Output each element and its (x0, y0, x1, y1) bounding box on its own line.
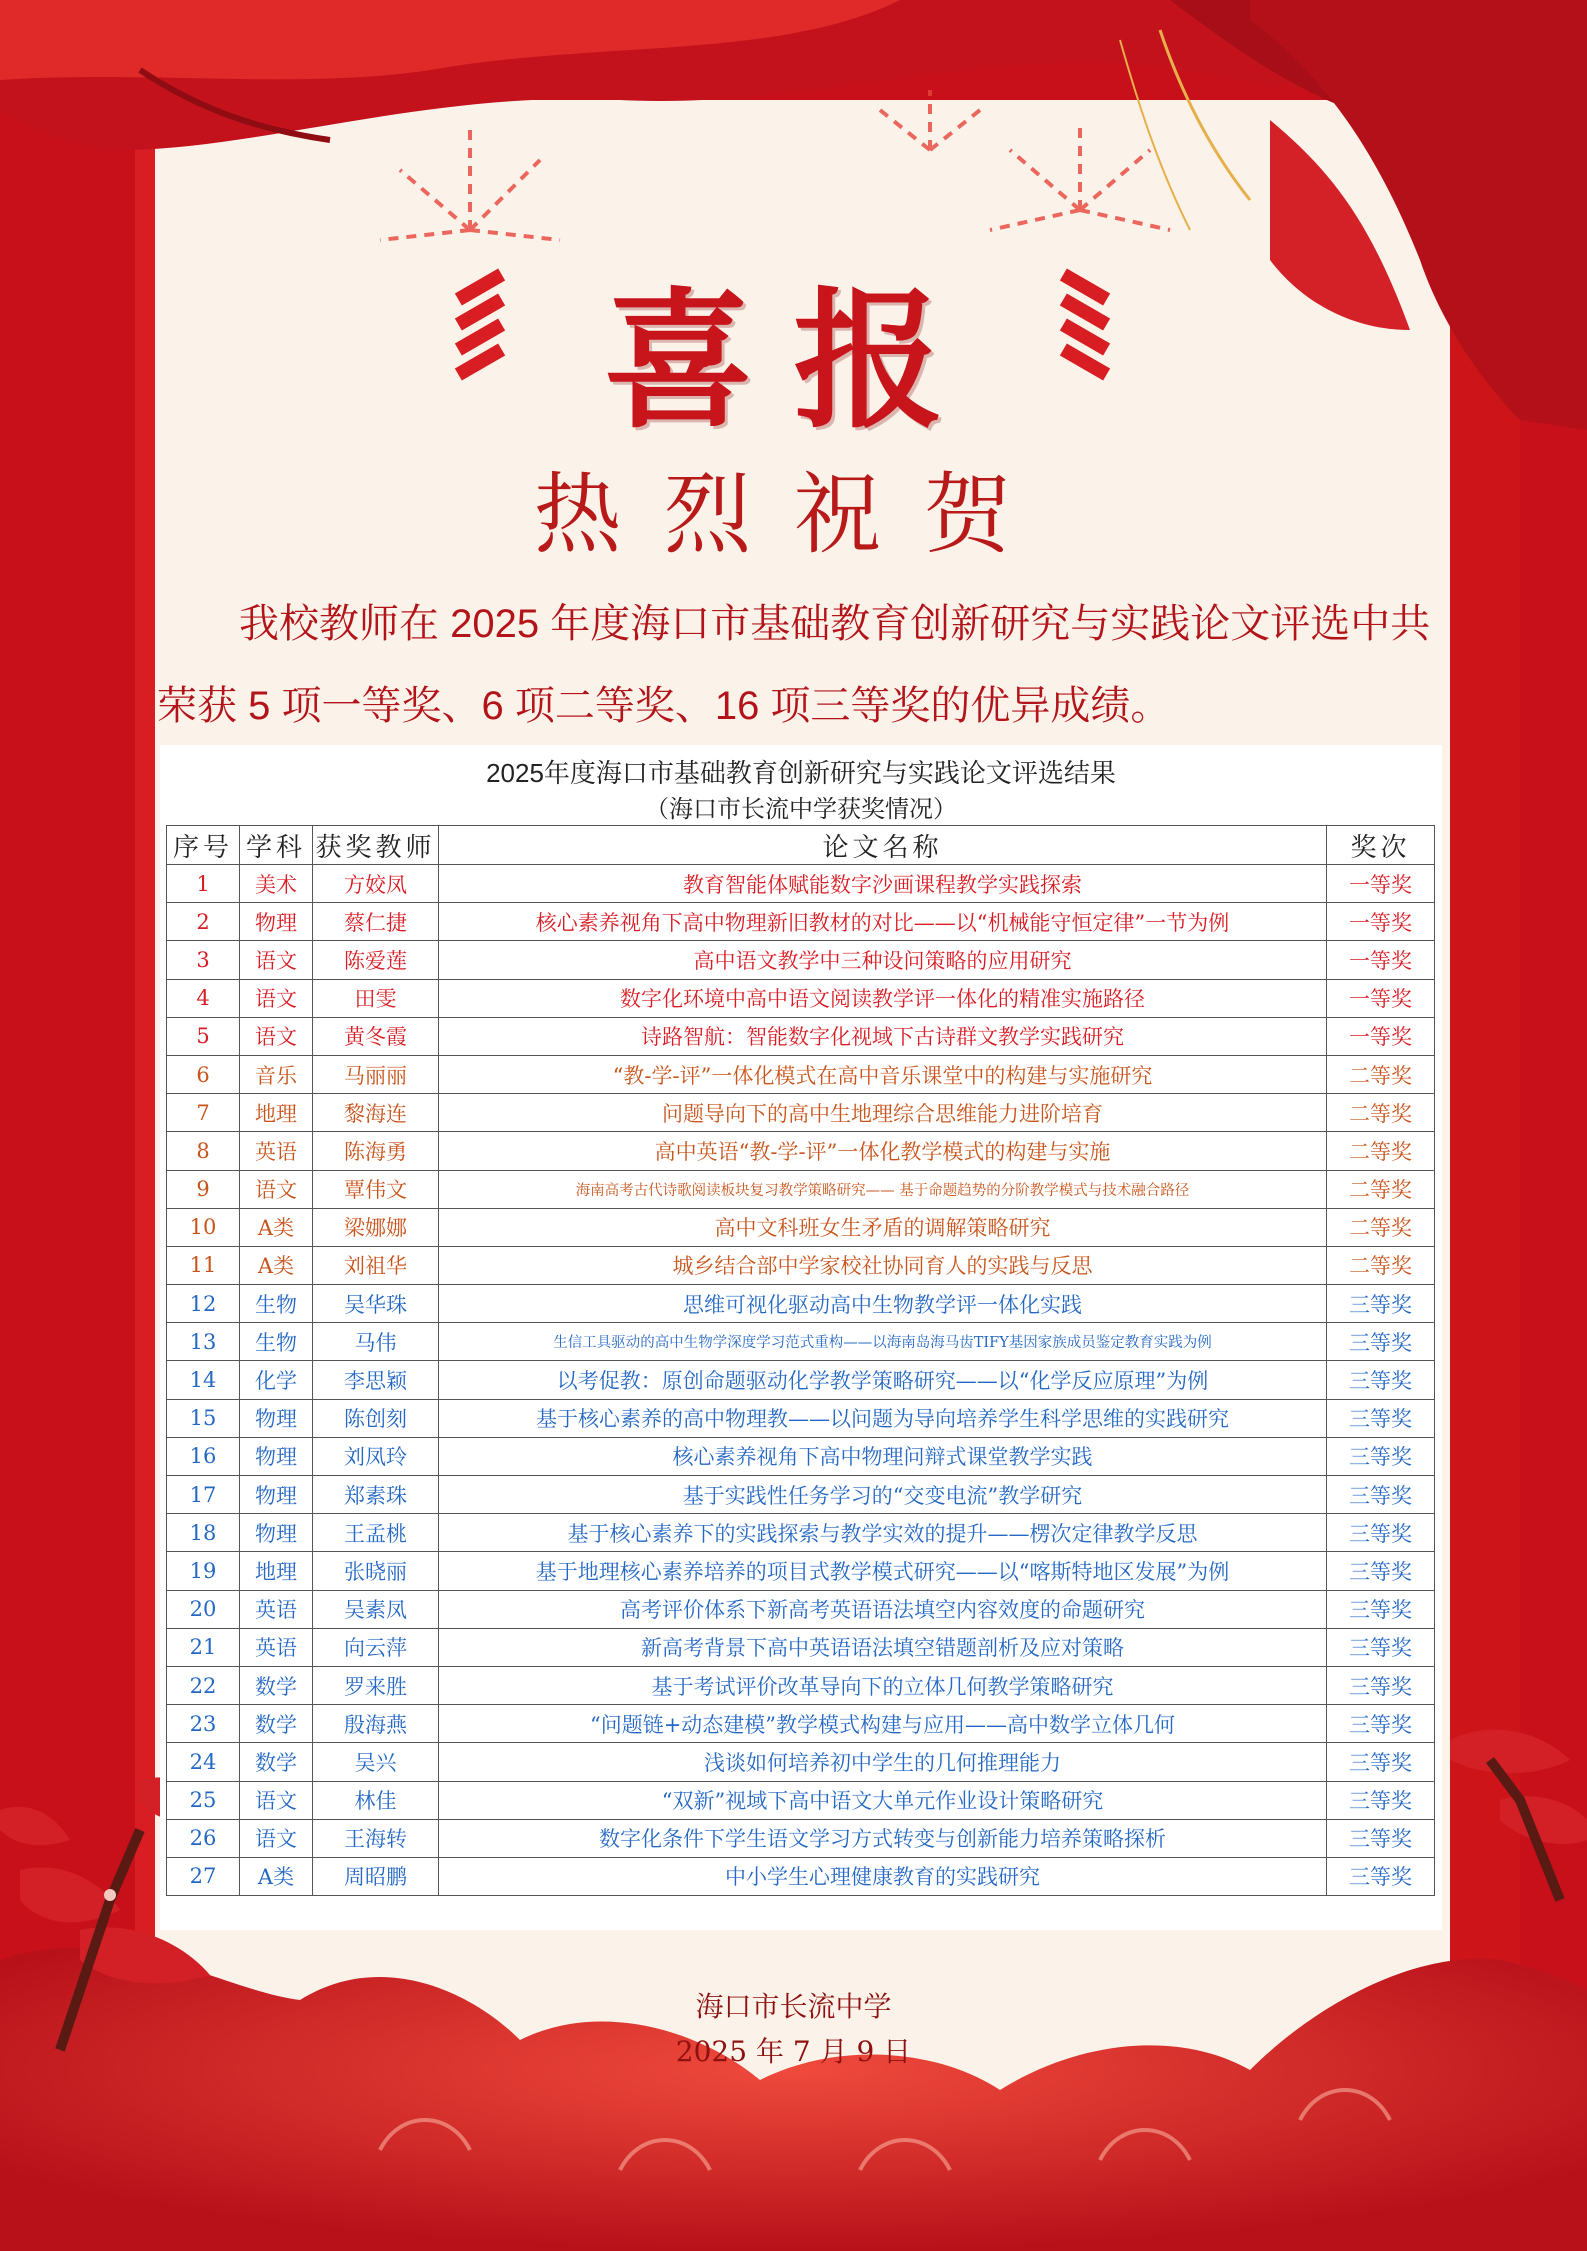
intro-line-1: 我校教师在 2025 年度海口市基础教育创新研究与实践论文评选中共 (239, 602, 1431, 646)
cell-subject: 数学 (240, 1743, 313, 1781)
cell-paper-title: 生信工具驱动的高中生物学深度学习范式重构——以海南岛海马齿TIFY基因家族成员鉴定教育实践为例 (439, 1323, 1327, 1361)
cell-award: 二等奖 (1327, 1055, 1435, 1093)
table-row (167, 1743, 1435, 1781)
cell-paper-title: 数字化条件下学生语文学习方式转变与创新能力培养策略探析 (439, 1819, 1327, 1857)
cell-no: 22 (167, 1666, 240, 1704)
cell-paper-title: 基于考试评价改革导向下的立体几何教学策略研究 (439, 1666, 1327, 1704)
cell-subject: 美术 (240, 865, 313, 903)
cell-award: 三等奖 (1327, 1514, 1435, 1552)
cell-teacher: 吴兴 (313, 1743, 439, 1781)
cell-paper-title: 高中语文教学中三种设问策略的应用研究 (439, 941, 1327, 979)
cell-paper-title: 浅谈如何培养初中学生的几何推理能力 (439, 1743, 1327, 1781)
cell-award: 三等奖 (1327, 1781, 1435, 1819)
cell-award: 三等奖 (1327, 1590, 1435, 1628)
cell-no: 5 (167, 1017, 240, 1055)
cell-paper-title: 高中文科班女生矛盾的调解策略研究 (439, 1208, 1327, 1246)
cell-no: 7 (167, 1094, 240, 1132)
cell-subject: A类 (240, 1246, 313, 1284)
cell-no: 19 (167, 1552, 240, 1590)
cell-award: 一等奖 (1327, 1017, 1435, 1055)
cell-no: 25 (167, 1781, 240, 1819)
cell-award: 一等奖 (1327, 903, 1435, 941)
cell-teacher: 张晓丽 (313, 1552, 439, 1590)
cell-paper-title: 中小学生心理健康教育的实践研究 (439, 1857, 1327, 1895)
cell-teacher: 林佳 (313, 1781, 439, 1819)
cell-subject: 物理 (240, 1437, 313, 1475)
cell-paper-title: 高考评价体系下新高考英语语法填空内容效度的命题研究 (439, 1590, 1327, 1628)
table-row (167, 979, 1435, 1017)
table-row (167, 1705, 1435, 1743)
cell-award: 二等奖 (1327, 1132, 1435, 1170)
cell-paper-title: “双新”视域下高中语文大单元作业设计策略研究 (439, 1781, 1327, 1819)
table-row (167, 1476, 1435, 1514)
cell-teacher: 马伟 (313, 1323, 439, 1361)
cell-subject: A类 (240, 1208, 313, 1246)
cell-award: 三等奖 (1327, 1666, 1435, 1704)
cell-award: 三等奖 (1327, 1323, 1435, 1361)
cell-no: 17 (167, 1476, 240, 1514)
header-teacher: 获奖教师 (313, 826, 439, 865)
table-row (167, 1552, 1435, 1590)
cell-no: 10 (167, 1208, 240, 1246)
cell-teacher: 田雯 (313, 979, 439, 1017)
cell-award: 三等奖 (1327, 1552, 1435, 1590)
table-row (167, 1323, 1435, 1361)
cell-award: 一等奖 (1327, 979, 1435, 1017)
cell-teacher: 马丽丽 (313, 1055, 439, 1093)
cell-teacher: 吴素凤 (313, 1590, 439, 1628)
cell-no: 12 (167, 1285, 240, 1323)
cell-teacher: 陈海勇 (313, 1132, 439, 1170)
table-row (167, 865, 1435, 903)
cell-subject: 物理 (240, 903, 313, 941)
header-no: 序号 (167, 826, 240, 865)
cell-no: 27 (167, 1857, 240, 1895)
cell-award: 一等奖 (1327, 865, 1435, 903)
cell-award: 二等奖 (1327, 1246, 1435, 1284)
cell-paper-title: 基于地理核心素养培养的项目式教学模式研究——以“喀斯特地区发展”为例 (439, 1552, 1327, 1590)
table-body (167, 865, 1435, 1896)
cell-award: 三等奖 (1327, 1628, 1435, 1666)
poster-subtitle: 热烈祝贺 (533, 463, 1054, 566)
cell-teacher: 方姣凤 (313, 865, 439, 903)
cell-paper-title: 核心素养视角下高中物理问辩式课堂教学实践 (439, 1437, 1327, 1475)
cell-no: 8 (167, 1132, 240, 1170)
cell-teacher: 吴华珠 (313, 1285, 439, 1323)
cell-subject: 语文 (240, 1170, 313, 1208)
cell-paper-title: 数字化环境中高中语文阅读教学评一体化的精准实施路径 (439, 979, 1327, 1017)
cell-award: 三等奖 (1327, 1476, 1435, 1514)
cell-paper-title: 以考促教：原创命题驱动化学教学策略研究——以“化学反应原理”为例 (439, 1361, 1327, 1399)
table-row (167, 1514, 1435, 1552)
table-row (167, 941, 1435, 979)
table-row (167, 1437, 1435, 1475)
cell-teacher: 梁娜娜 (313, 1208, 439, 1246)
table-row (167, 1055, 1435, 1093)
table-row (167, 1285, 1435, 1323)
cell-paper-title: 高中英语“教-学-评”一体化教学模式的构建与实施 (439, 1132, 1327, 1170)
table-row (167, 1819, 1435, 1857)
poster-title: 喜报 (603, 273, 984, 449)
header-subject: 学科 (240, 826, 313, 865)
footer-date: 2025 年 7 月 9 日 (675, 2035, 912, 2068)
cell-paper-title: 核心素养视角下高中物理新旧教材的对比——以“机械能守恒定律”一节为例 (439, 903, 1327, 941)
cell-subject: 物理 (240, 1399, 313, 1437)
cell-subject: 语文 (240, 1819, 313, 1857)
cell-award: 一等奖 (1327, 941, 1435, 979)
cell-award: 二等奖 (1327, 1170, 1435, 1208)
cell-subject: 生物 (240, 1323, 313, 1361)
cell-subject: 生物 (240, 1285, 313, 1323)
cell-paper-title: 教育智能体赋能数字沙画课程教学实践探索 (439, 865, 1327, 903)
cell-award: 三等奖 (1327, 1399, 1435, 1437)
cell-no: 24 (167, 1743, 240, 1781)
intro-line-2: 荣获 5 项一等奖、6 项二等奖、16 项三等奖的优异成绩。 (157, 684, 1171, 728)
cell-paper-title: 思维可视化驱动高中生物教学评一体化实践 (439, 1285, 1327, 1323)
results-table (166, 825, 1435, 1896)
cell-no: 2 (167, 903, 240, 941)
cell-no: 13 (167, 1323, 240, 1361)
cell-paper-title: “教-学-评”一体化模式在高中音乐课堂中的构建与实施研究 (439, 1055, 1327, 1093)
cell-no: 14 (167, 1361, 240, 1399)
cell-award: 三等奖 (1327, 1361, 1435, 1399)
table-row (167, 903, 1435, 941)
table-row (167, 1017, 1435, 1055)
cell-award: 三等奖 (1327, 1705, 1435, 1743)
cell-subject: 音乐 (240, 1055, 313, 1093)
table-row (167, 1132, 1435, 1170)
cell-teacher: 刘凤玲 (313, 1437, 439, 1475)
cell-subject: 数学 (240, 1666, 313, 1704)
cell-teacher: 黎海连 (313, 1094, 439, 1132)
cell-teacher: 殷海燕 (313, 1705, 439, 1743)
header-paper-title: 论文名称 (439, 826, 1327, 865)
cell-subject: 物理 (240, 1476, 313, 1514)
table-row (167, 1361, 1435, 1399)
table-row (167, 1399, 1435, 1437)
cell-subject: 语文 (240, 941, 313, 979)
cell-subject: 化学 (240, 1361, 313, 1399)
table-row (167, 1208, 1435, 1246)
cell-subject: 语文 (240, 979, 313, 1017)
cell-no: 23 (167, 1705, 240, 1743)
cell-subject: 英语 (240, 1132, 313, 1170)
table-row (167, 1170, 1435, 1208)
cell-award: 三等奖 (1327, 1743, 1435, 1781)
header-award: 奖次 (1327, 826, 1435, 865)
cell-no: 15 (167, 1399, 240, 1437)
cell-paper-title: 新高考背景下高中英语语法填空错题剖析及应对策略 (439, 1628, 1327, 1666)
cell-no: 11 (167, 1246, 240, 1284)
cell-paper-title: 城乡结合部中学家校社协同育人的实践与反思 (439, 1246, 1327, 1284)
cell-subject: A类 (240, 1857, 313, 1895)
cell-subject: 物理 (240, 1514, 313, 1552)
cell-subject: 数学 (240, 1705, 313, 1743)
table-row (167, 1628, 1435, 1666)
cell-award: 二等奖 (1327, 1094, 1435, 1132)
cell-no: 9 (167, 1170, 240, 1208)
table-row (167, 1590, 1435, 1628)
footer-organization: 海口市长流中学 (695, 1990, 892, 2023)
cell-no: 3 (167, 941, 240, 979)
results-table-panel (160, 745, 1442, 1930)
cell-paper-title: 基于实践性任务学习的“交变电流”教学研究 (439, 1476, 1327, 1514)
cell-teacher: 陈创刻 (313, 1399, 439, 1437)
cell-paper-title: 诗路智航：智能数字化视域下古诗群文教学实践研究 (439, 1017, 1327, 1055)
cell-subject: 语文 (240, 1017, 313, 1055)
cell-subject: 地理 (240, 1094, 313, 1132)
cell-no: 1 (167, 865, 240, 903)
cell-no: 21 (167, 1628, 240, 1666)
cell-teacher: 蔡仁捷 (313, 903, 439, 941)
cell-paper-title: 问题导向下的高中生地理综合思维能力进阶培育 (439, 1094, 1327, 1132)
table-row (167, 1857, 1435, 1895)
cell-subject: 地理 (240, 1552, 313, 1590)
cell-paper-title: “问题链+动态建模”教学模式构建与应用——高中数学立体几何 (439, 1705, 1327, 1743)
cell-award: 二等奖 (1327, 1208, 1435, 1246)
cell-subject: 语文 (240, 1781, 313, 1819)
cell-no: 6 (167, 1055, 240, 1093)
cell-award: 三等奖 (1327, 1437, 1435, 1475)
table-row (167, 1094, 1435, 1132)
cell-teacher: 罗来胜 (313, 1666, 439, 1704)
cell-teacher: 李思颖 (313, 1361, 439, 1399)
cell-no: 16 (167, 1437, 240, 1475)
cell-no: 20 (167, 1590, 240, 1628)
cell-no: 18 (167, 1514, 240, 1552)
cell-subject: 英语 (240, 1590, 313, 1628)
cell-teacher: 覃伟文 (313, 1170, 439, 1208)
table-header-row (167, 826, 1435, 865)
cell-no: 4 (167, 979, 240, 1017)
cell-teacher: 黄冬霞 (313, 1017, 439, 1055)
cell-award: 三等奖 (1327, 1819, 1435, 1857)
cell-paper-title: 基于核心素养下的实践探索与教学实效的提升——楞次定律教学反思 (439, 1514, 1327, 1552)
cell-teacher: 向云萍 (313, 1628, 439, 1666)
cell-award: 三等奖 (1327, 1285, 1435, 1323)
cell-teacher: 郑素珠 (313, 1476, 439, 1514)
cell-no: 26 (167, 1819, 240, 1857)
cell-teacher: 陈爱莲 (313, 941, 439, 979)
table-row (167, 1781, 1435, 1819)
cell-paper-title: 海南高考古代诗歌阅读板块复习教学策略研究—— 基于命题趋势的分阶教学模式与技术融合路径 (439, 1170, 1327, 1208)
cell-teacher: 王孟桃 (313, 1514, 439, 1552)
table-row (167, 1246, 1435, 1284)
cell-paper-title: 基于核心素养的高中物理教——以问题为导向培养学生科学思维的实践研究 (439, 1399, 1327, 1437)
table-title: 2025年度海口市基础教育创新研究与实践论文评选结果 (486, 758, 1116, 788)
cell-teacher: 王海转 (313, 1819, 439, 1857)
cell-teacher: 周昭鹏 (313, 1857, 439, 1895)
cell-award: 三等奖 (1327, 1857, 1435, 1895)
cell-teacher: 刘祖华 (313, 1246, 439, 1284)
table-subtitle: （海口市长流中学获奖情况） (645, 796, 957, 823)
table-row (167, 1666, 1435, 1704)
cell-subject: 英语 (240, 1628, 313, 1666)
